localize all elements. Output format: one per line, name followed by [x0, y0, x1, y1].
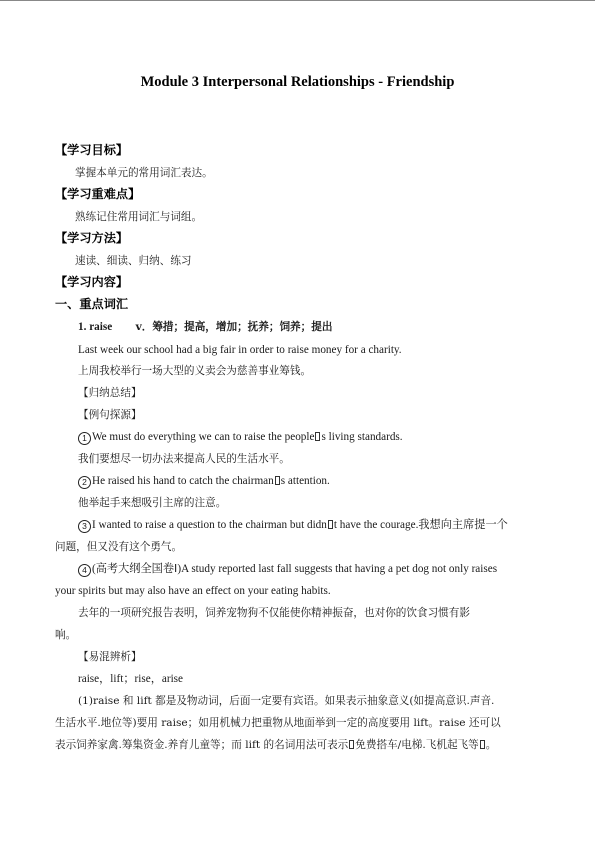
circled-number-3: 3 — [78, 520, 91, 533]
example-1-en: 1 We must do everything we can to raise the people s living standards. — [78, 430, 403, 445]
example-2-zh: 他举起手来想吸引主席的注意。 — [78, 497, 227, 509]
note-line-2: 生活水平.地位等)要用 raise；如用机械力把重物从地面举到一定的高度要用 lift。raise 还可以 — [55, 717, 501, 729]
confuse-tag: 【易混辨析】 — [78, 651, 142, 663]
note-line-3: 表示饲养家禽.筹集资金.养育儿童等；而 lift 的名词用法可表示 免费搭车/电梯.飞机起飞等 。 — [55, 739, 497, 751]
example-1-zh: 我们要想尽一切办法来提高人民的生活水平。 — [78, 453, 290, 465]
missing-glyph-box — [328, 520, 333, 529]
circled-number-2: 2 — [78, 476, 91, 489]
heading-method: 【学习方法】 — [55, 231, 129, 245]
heading-key-difficult: 【学习重难点】 — [55, 187, 141, 201]
method-text: 速读、细读、归纳、练习 — [75, 255, 192, 267]
missing-glyph-box — [315, 432, 320, 441]
example-3-en: 3 I wanted to raise a question to the chairman but didn t have the courage.我想向主席提一个 — [78, 518, 508, 533]
example-en: Last week our school had a big fair in order to raise money for a charity. — [78, 344, 402, 356]
circled-number-1: 1 — [78, 432, 91, 445]
heading-goal: 【学习目标】 — [55, 143, 129, 157]
example-4-en-line2: your spirits but may also have an effect on your eating habits. — [55, 585, 331, 597]
example-4-zh-line1: 去年的一项研究报告表明，饲养宠物狗不仅能使你精神振奋，也对你的饮食习惯有影 — [78, 607, 470, 619]
confuse-words: raise，lift；rise，arise — [78, 673, 184, 685]
example-4-en-line1: 4 (高考大纲全国卷Ⅰ)A study reported last fall suggests that having a pet dog not only raises — [78, 562, 497, 577]
missing-glyph-box — [480, 740, 485, 749]
heading-content: 【学习内容】 — [55, 275, 129, 289]
vocab-number: 1. raise — [78, 321, 113, 333]
vocab-entry-raise — [78, 320, 332, 334]
goal-text: 掌握本单元的常用词汇表达。 — [75, 167, 213, 179]
examples-tag: 【例句探源】 — [78, 409, 142, 421]
vocab-definition: v．筹措；提高，增加；抚养；饲养；提出 — [135, 321, 333, 333]
key-text: 熟练记住常用词汇与词组。 — [75, 211, 203, 223]
example-zh: 上周我校举行一场大型的义卖会为慈善事业筹钱。 — [78, 365, 312, 377]
note-line-1: (1)raise 和 lift 都是及物动词，后面一定要有宾语。如果表示抽象意义(如提高意识.声音. — [78, 695, 495, 707]
circled-number-4: 4 — [78, 564, 91, 577]
heading-section-vocabulary: 一、重点词汇 — [55, 297, 129, 311]
example-2-en: 2 He raised his hand to catch the chairman s attention. — [78, 474, 330, 489]
example-4-zh-line2: 响。 — [55, 629, 77, 641]
example-3-zh: 问题，但又没有这个勇气。 — [55, 541, 183, 553]
summary-tag: 【归纳总结】 — [78, 387, 142, 399]
top-rule — [0, 0, 595, 1]
missing-glyph-box — [349, 740, 354, 749]
missing-glyph-box — [275, 476, 280, 485]
page-title: Module 3 Interpersonal Relationships - Friendship — [140, 74, 455, 90]
